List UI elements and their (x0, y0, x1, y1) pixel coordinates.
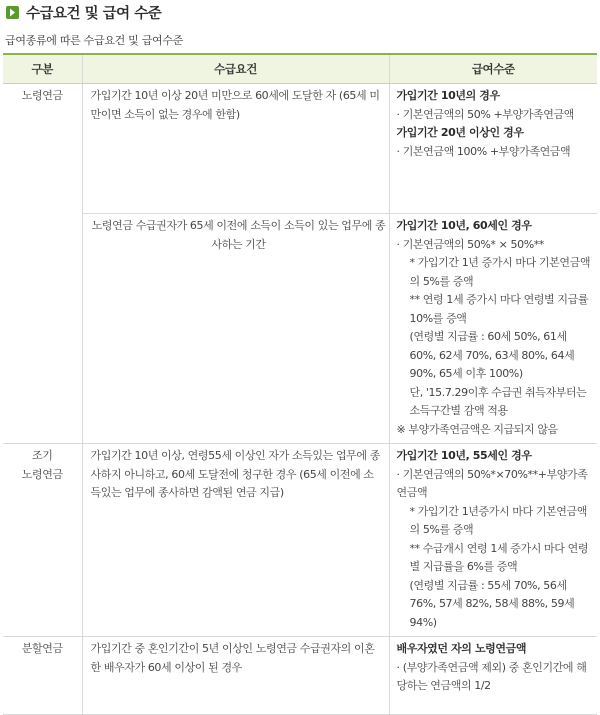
benefit-heading: 가입기간 10년, 60세인 경우 (396, 219, 532, 232)
section-title (6, 2, 161, 22)
benefit-cell (389, 214, 597, 444)
table-caption: 급여종류에 따른 수급요건 및 급여수준 (5, 34, 184, 47)
table-row (3, 214, 597, 444)
benefit-note: * 가입기간 1년 증가시 마다 기본연금액의 5%를 증액 (409, 256, 591, 288)
table-row (3, 444, 597, 637)
category-label: 조기 (32, 449, 53, 462)
benefit-item: · 기본연금액의 50%* × 50%** (396, 237, 544, 251)
benefit-item: · 기본연금액의 50%*×70%**+부양가족연금액 (396, 467, 588, 499)
category-cell (3, 637, 82, 715)
requirement-cell: 노령연금 수급권자가 65세 이전에 소득이 소득이 있는 업무에 종사하는 기간 (82, 214, 389, 444)
benefit-note: ** 수급개시 연령 1세 증가시 마다 연령별 지급률을 6%를 증액 (409, 541, 589, 573)
benefit-note: 단, '15.7.29이후 수급권 취득자부터는 소득구간별 감액 적용 (409, 385, 587, 417)
requirement-cell: 가입기간 10년 이상 20년 미만으로 60세에 도달한 자 (65세 미만이면 소득이 없는 경우에 한함) (82, 84, 389, 214)
benefit-cell (389, 84, 597, 214)
benefit-note: (연령별 지급률 : 55세 70%, 56세 76%, 57세 82%, 58세 88%, 59세 94%) (409, 578, 575, 629)
table-row (3, 84, 597, 214)
benefit-cell (389, 444, 597, 637)
requirement-cell: 가입기간 10년 이상, 연령55세 이상인 자가 소득있는 업무에 종사하지 아니하고, 60세 도달전에 청구한 경우 (65세 이전에 소득있는 업무에 종사하면 감액된 연금 지급) (82, 444, 389, 637)
benefit-note: * 가입기간 1년증가시 마다 기본연금액의 5%를 증액 (409, 504, 587, 536)
benefit-note: ** 연령 1세 증가시 마다 연령별 지급률 10%를 증액 (409, 293, 589, 325)
benefit-item: · 기본연금액 100% +부양가족연금액 (396, 144, 571, 158)
header-benefit: 급여수준 (389, 54, 597, 84)
header-requirement: 수급요건 (82, 54, 389, 84)
category-cell (3, 444, 82, 637)
benefit-table (3, 53, 597, 715)
benefit-item: · (부양가족연금액 제외) 중 혼인기간에 해당하는 연금액의 1/2 (396, 660, 587, 692)
page-title: 수급요건 및 급여 수준 (26, 5, 162, 22)
benefit-heading: 배우자였던 자의 노령연금액 (396, 642, 527, 655)
table-header-row (3, 54, 597, 84)
requirement-cell: 가입기간 중 혼인기간이 5년 이상인 노령연금 수급권자의 이혼한 배우자가 60세 이상이 된 경우 (82, 637, 389, 715)
benefit-item: ※ 부양가족연금액은 지급되지 않음 (396, 422, 558, 436)
benefit-heading: 가입기간 20년 이상인 경우 (396, 126, 524, 139)
benefit-note: (연령별 지급률 : 60세 50%, 61세 60%, 62세 70%, 63세 80%, 64세 90%, 65세 이후 100%) (409, 330, 575, 380)
category-label: 노령연금 (21, 89, 63, 102)
benefit-cell (389, 637, 597, 715)
benefit-heading: 가입기간 10년, 55세인 경우 (396, 449, 532, 462)
arrow-right-icon (6, 6, 19, 19)
header-category: 구분 (3, 54, 82, 84)
table-row (3, 637, 597, 715)
category-label: 노령연금 (21, 467, 63, 481)
benefit-heading: 가입기간 10년의 경우 (396, 89, 500, 102)
category-cell (3, 84, 82, 444)
category-label: 분할연금 (21, 642, 63, 655)
benefit-item: · 기본연금액의 50% +부양가족연금액 (396, 107, 574, 121)
